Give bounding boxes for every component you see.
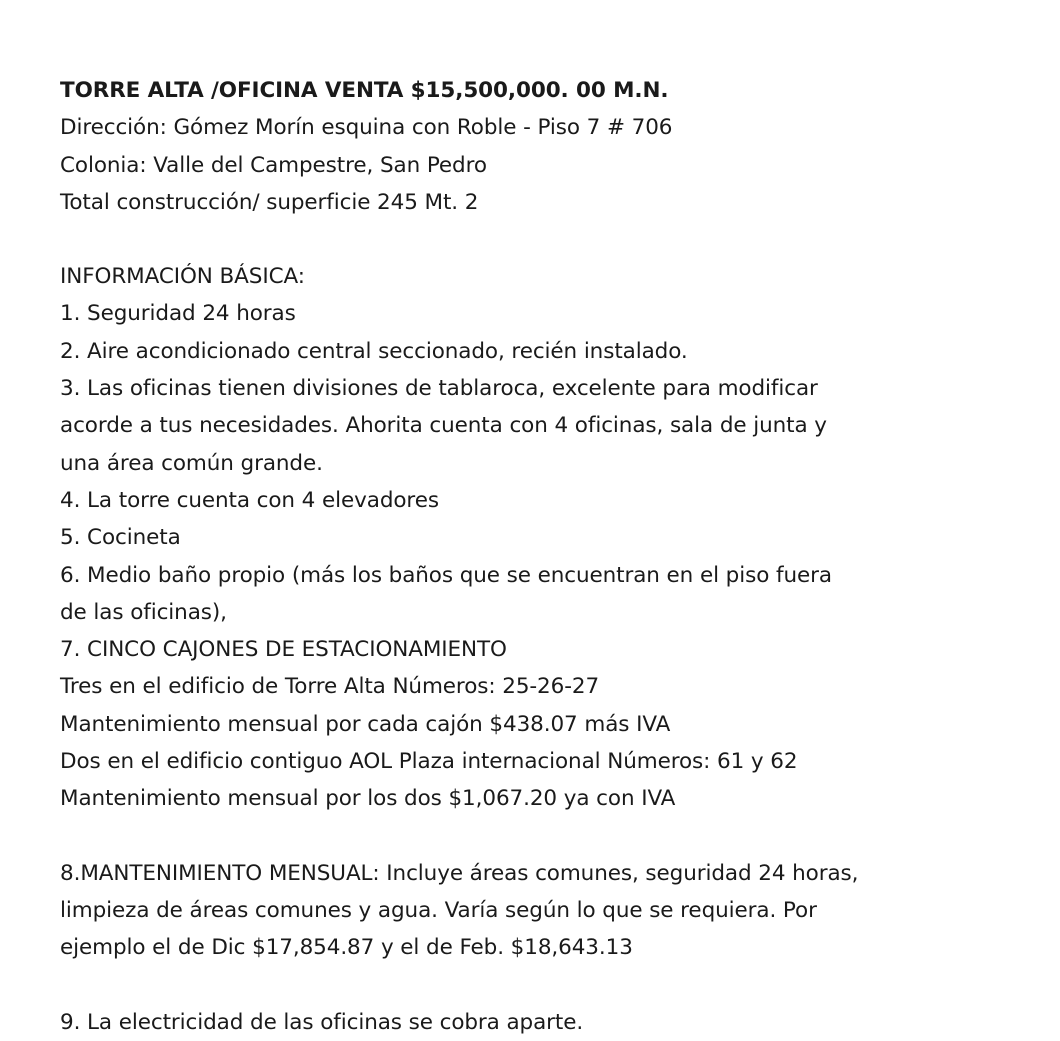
parking-line: Mantenimiento mensual por cada cajón $438.07 más IVA [60, 711, 671, 737]
info-item-7: 7. CINCO CAJONES DE ESTACIONAMIENTO [60, 637, 507, 663]
maintenance-line: ejemplo el de Dic $17,854.87 y el de Feb. $18,643.13 [60, 935, 633, 961]
parking-line: Dos en el edificio contiguo AOL Plaza internacional Números: 61 y 62 [60, 749, 798, 775]
info-item-3-cont: acorde a tus necesidades. Ahorita cuenta con 4 oficinas, sala de junta y [60, 413, 827, 439]
info-item-3-cont: una área común grande. [60, 450, 323, 476]
info-item-2: 2. Aire acondicionado central seccionado, recién instalado. [60, 338, 688, 364]
spacer [60, 967, 1050, 1004]
spacer [60, 221, 1050, 258]
maintenance-line: limpieza de áreas comunes y agua. Varía según lo que se requiera. Por [60, 897, 817, 923]
parking-line: Tres en el edificio de Torre Alta Números: 25-26-27 [60, 674, 600, 700]
basic-info-heading: INFORMACIÓN BÁSICA: [60, 264, 305, 290]
spacer [60, 818, 1050, 855]
colony-line: Colonia: Valle del Campestre, San Pedro [60, 152, 487, 178]
info-item-5: 5. Cocineta [60, 525, 181, 551]
area-line: Total construcción/ superficie 245 Mt. 2 [60, 189, 479, 215]
listing-title: TORRE ALTA /OFICINA VENTA $15,500,000. 00 M.N. [60, 78, 669, 103]
parking-line: Mantenimiento mensual por los dos $1,067.20 ya con IVA [60, 786, 676, 812]
info-item-3: 3. Las oficinas tienen divisiones de tablaroca, excelente para modificar [60, 376, 818, 402]
info-item-4: 4. La torre cuenta con 4 elevadores [60, 487, 439, 513]
address-line: Dirección: Gómez Morín esquina con Roble - Piso 7 # 706 [60, 115, 673, 141]
info-item-6: 6. Medio baño propio (más los baños que se encuentran en el piso fuera [60, 562, 832, 588]
electricity-line: 9. La electricidad de las oficinas se cobra aparte. [60, 1009, 584, 1035]
listing-document [60, 72, 1050, 1041]
info-item-6-cont: de las oficinas), [60, 599, 227, 625]
maintenance-line: 8.MANTENIMIENTO MENSUAL: Incluye áreas comunes, seguridad 24 horas, [60, 860, 859, 886]
info-item-1: 1. Seguridad 24 horas [60, 301, 296, 327]
